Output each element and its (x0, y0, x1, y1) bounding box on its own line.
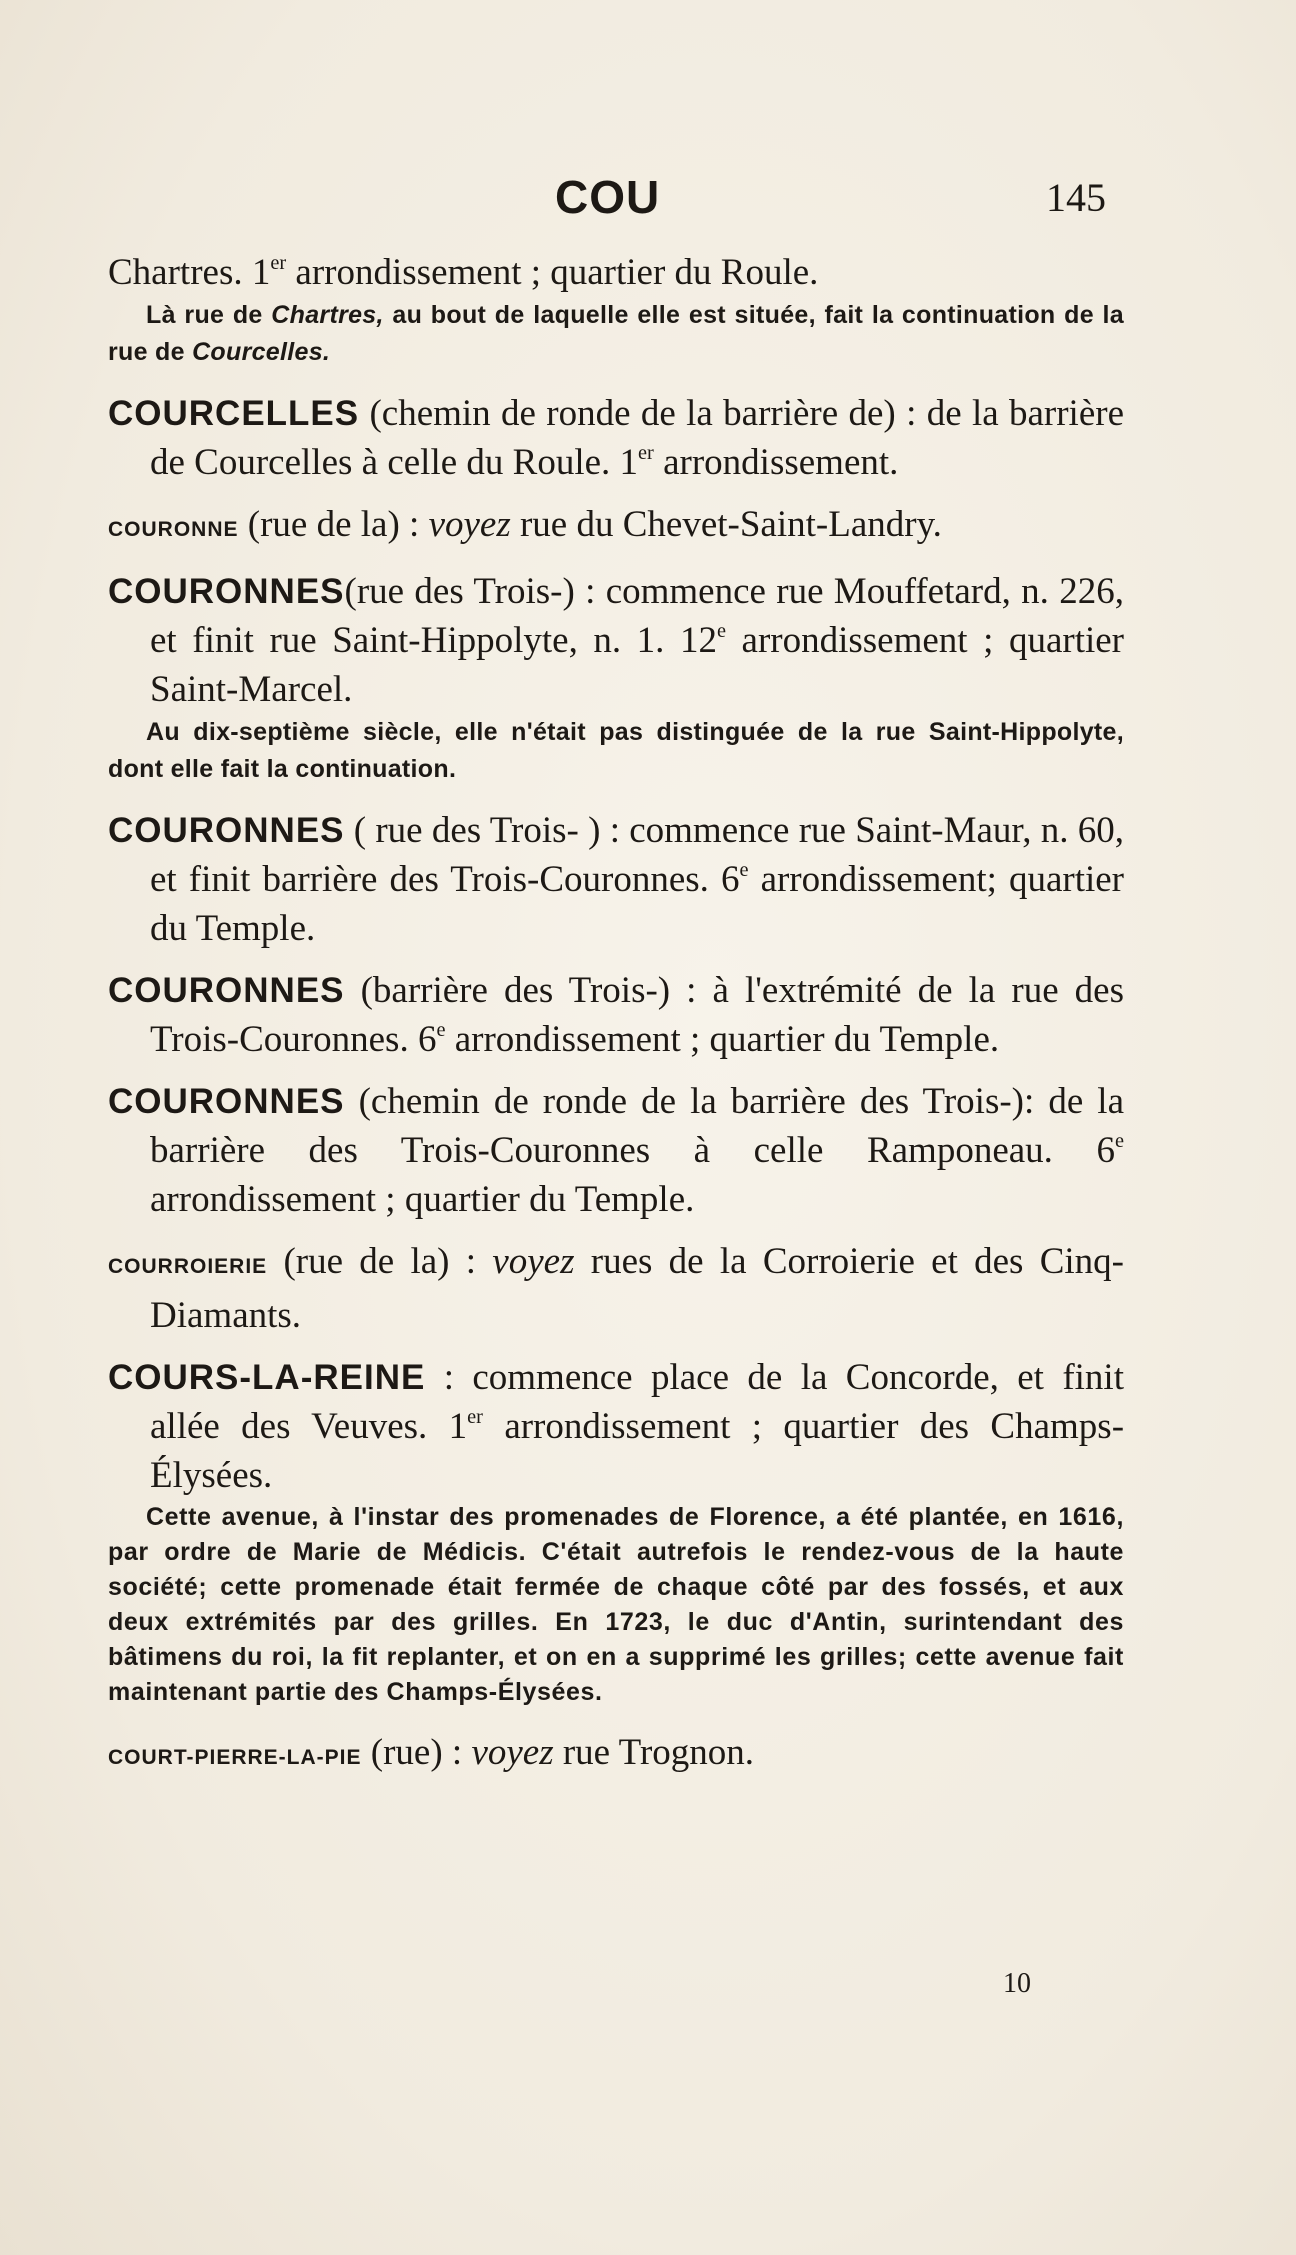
entry-headword: COURROIERIE (108, 1255, 268, 1278)
entry-headword: COURT-PIERRE-LA-PIE (108, 1746, 362, 1769)
entry-headword: COURONNES (108, 1082, 345, 1121)
entry-note: Là rue de Chartres, au bout de laquelle elle est située, fait la continuation de la rue de Courcelles. (108, 301, 1124, 366)
entry-headword: COURS-LA-REINE (108, 1358, 426, 1397)
page-body (108, 248, 1124, 1795)
entry-headword: COURONNES (108, 811, 345, 850)
entry-couronnes-barriere: COURONNES (barrière des Trois-) : à l'extrémité de la rue des Trois-Couronnes. 6e arrondissement ; quartier du Temple. (108, 970, 1124, 1060)
running-head: COU (555, 171, 661, 223)
signature-mark: 10 (1003, 1968, 1031, 1999)
entry-headword: COURONNES (108, 572, 345, 611)
entry-cours-la-reine: COURS-LA-REINE : commence place de la Concorde, et finit allée des Veuves. 1er arrondissement ; quartier des Champs-Élysées. (108, 1357, 1125, 1496)
entry-courroierie: COURROIERIE (rue de la) : voyez rues de la Corroierie et des Cinq-Diamants. (108, 1241, 1124, 1336)
entry-note: Cette avenue, à l'instar des promenades de Florence, a été plantée, en 1616, par ordre de Marie de Médicis. C'était autrefois le rendez-vous de la haute société; cette promenade était fermée de chaque côté par des fossés, et aux deux extrémités par des grilles. En 1723, le duc d'Antin, surintendant des bâtimens du roi, la fit replanter, et on en a supprimé les grilles; cette avenue fait maintenant partie des Champs-Élysées. (108, 1503, 1124, 1706)
entry-couronnes-rue-saint-maur: COURONNES ( rue des Trois- ) : commence rue Saint-Maur, n. 60, et finit barrière des Trois-Couronnes. 6e arrondissement; quartier du Temple. (108, 810, 1125, 949)
entry-courcelles: COURCELLES (chemin de ronde de la barrière de) : de la barrière de Courcelles à celle du Roule. 1er arrondissement. (108, 393, 1124, 483)
entry-headword: COURCELLES (108, 394, 360, 433)
entry-court-pierre-la-pie: COURT-PIERRE-LA-PIE (rue) : voyez rue Trognon. (108, 1732, 755, 1773)
entry-couronnes-chemin-de-ronde: COURONNES (chemin de ronde de la barrière des Trois-): de la barrière des Trois-Couronnes à celle Ramponeau. 6e arrondissement ; quartier du Temple. (108, 1081, 1124, 1220)
entry-continuation: Chartres. 1er arrondissement ; quartier du Roule. (108, 251, 819, 293)
entry-headword: COURONNES (108, 971, 345, 1010)
page-header (0, 170, 1296, 230)
entry-note: Au dix-septième siècle, elle n'était pas distinguée de la rue Saint-Hippolyte, dont elle fait la continuation. (108, 718, 1124, 783)
entry-headword: COURONNE (108, 518, 239, 541)
entry-couronne: COURONNE (rue de la) : voyez rue du Chevet-Saint-Landry. (108, 504, 942, 545)
page-number: 145 (1046, 175, 1106, 220)
entry-couronnes-rue-mouffetard: COURONNES(rue des Trois-) : commence rue Mouffetard, n. 226, et finit rue Saint-Hippolyte, n. 1. 12e arrondissement ; quartier Saint-Marcel. (108, 571, 1124, 710)
